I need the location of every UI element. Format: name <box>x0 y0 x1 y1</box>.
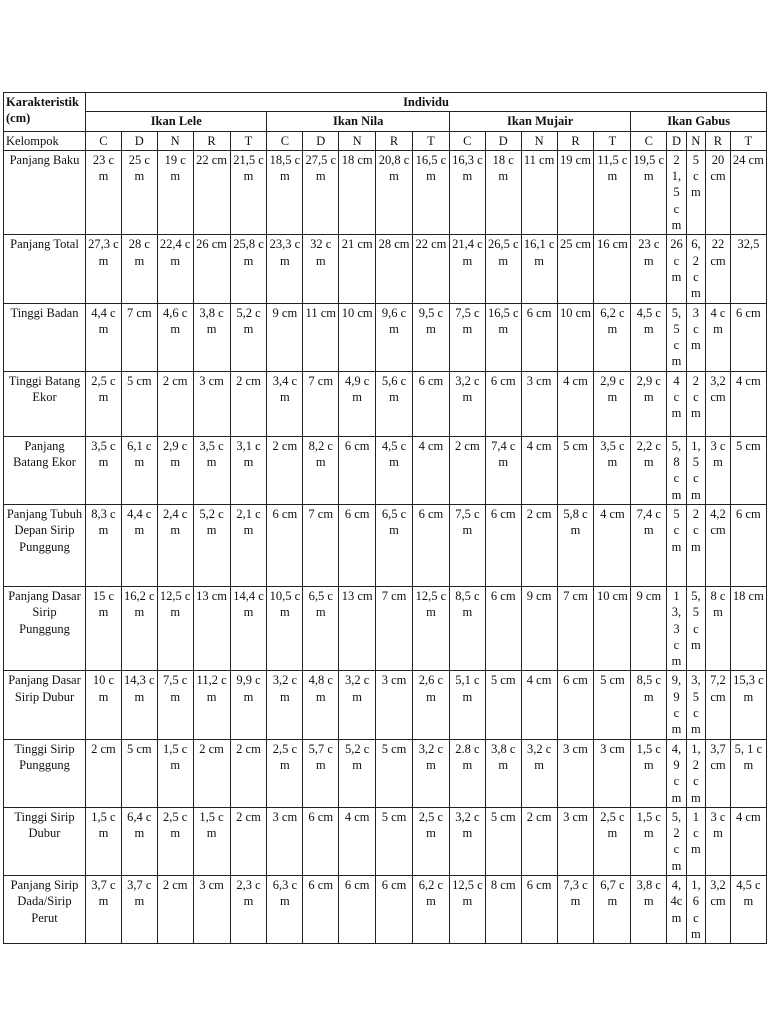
table-cell: 2 cm <box>230 807 267 875</box>
table-cell: 26 cm <box>667 235 686 303</box>
header-row-subcols <box>4 131 767 150</box>
subcol-header-c: C <box>86 131 122 150</box>
table-cell: 2,5 cm <box>86 371 122 436</box>
table-cell: 2 cm <box>686 371 705 436</box>
subcol-header-n: N <box>339 131 376 150</box>
table-cell: 22 cm <box>413 235 450 303</box>
group-header-ikan-mujair: Ikan Mujair <box>449 112 630 131</box>
table-cell: 16,2 cm <box>121 586 157 670</box>
table-cell: 3,2 cm <box>706 371 731 436</box>
table-cell: 16,1 cm <box>521 235 557 303</box>
table-cell: 20 cm <box>706 150 731 234</box>
table-cell: 3,4 cm <box>267 371 303 436</box>
table-cell: 15,3 cm <box>730 671 766 739</box>
table-cell: 4,5 cm <box>631 303 667 371</box>
table-cell: 4,4 cm <box>121 504 157 586</box>
table-cell: 6 cm <box>485 586 521 670</box>
table-cell: 3,7 cm <box>86 875 122 943</box>
table-cell: 21,5 cm <box>230 150 267 234</box>
table-cell: 6,1 cm <box>121 436 157 504</box>
table-cell: 5,8 cm <box>667 436 686 504</box>
table-cell: 18 cm <box>485 150 521 234</box>
row-label: Tinggi Sirip Dubur <box>4 807 86 875</box>
table-cell: 4 cm <box>413 436 450 504</box>
table-cell: 4,4 cm <box>86 303 122 371</box>
table-cell: 6 cm <box>730 303 766 371</box>
subcol-header-n: N <box>521 131 557 150</box>
table-row <box>4 436 767 504</box>
table-cell: 5,1 cm <box>449 671 485 739</box>
subcol-header-r: R <box>706 131 731 150</box>
table-row <box>4 150 767 234</box>
table-cell: 11,2 cm <box>193 671 230 739</box>
table-cell: 1,5 cm <box>631 807 667 875</box>
table-cell: 5,5 cm <box>686 586 705 670</box>
table-cell: 16,3 cm <box>449 150 485 234</box>
table-cell: 6,2 cm <box>686 235 705 303</box>
table-cell: 19 cm <box>557 150 594 234</box>
table-cell: 9,5 cm <box>413 303 450 371</box>
table-cell: 14,3 cm <box>121 671 157 739</box>
table-cell: 7 cm <box>557 586 594 670</box>
table-cell: 2,2 cm <box>631 436 667 504</box>
table-cell: 3,2 cm <box>339 671 376 739</box>
table-cell: 4,8 cm <box>303 671 339 739</box>
table-cell: 5,7 cm <box>303 739 339 807</box>
table-cell: 1,5 cm <box>157 739 193 807</box>
table-cell: 25 cm <box>121 150 157 234</box>
table-cell: 6 cm <box>303 807 339 875</box>
table-cell: 8,2 cm <box>303 436 339 504</box>
table-cell: 2,9 cm <box>594 371 631 436</box>
row-label: Tinggi Sirip Punggung <box>4 739 86 807</box>
table-cell: 8,3 cm <box>86 504 122 586</box>
table-cell: 7 cm <box>303 504 339 586</box>
table-cell: 7 cm <box>376 586 413 670</box>
table-cell: 13,3 cm <box>667 586 686 670</box>
table-cell: 5 cm <box>121 739 157 807</box>
table-cell: 2 cm <box>157 875 193 943</box>
table-cell: 12,5 cm <box>413 586 450 670</box>
table-cell: 6 cm <box>339 504 376 586</box>
table-cell: 5,5 cm <box>667 303 686 371</box>
table-cell: 3 cm <box>193 875 230 943</box>
table-cell: 4,2 cm <box>706 504 731 586</box>
table-cell: 21,4 cm <box>449 235 485 303</box>
header-row-groups <box>4 112 767 131</box>
table-cell: 5,2 cm <box>339 739 376 807</box>
table-cell: 2 cm <box>521 807 557 875</box>
table-cell: 28 cm <box>376 235 413 303</box>
kelompok-label: Kelompok <box>4 131 86 150</box>
table-cell: 5 cm <box>667 504 686 586</box>
table-cell: 1,5 cm <box>86 807 122 875</box>
table-cell: 6,2 cm <box>413 875 450 943</box>
header-row-individu <box>4 93 767 112</box>
table-row <box>4 875 767 943</box>
table-cell: 6,3 cm <box>267 875 303 943</box>
table-cell: 4,4c m <box>667 875 686 943</box>
table-cell: 16,5 cm <box>485 303 521 371</box>
table-cell: 5,2 cm <box>230 303 267 371</box>
table-cell: 3 cm <box>557 807 594 875</box>
group-header-ikan-lele: Ikan Lele <box>86 112 267 131</box>
row-label: Panjang Dasar Sirip Punggung <box>4 586 86 670</box>
table-cell: 1 cm <box>686 807 705 875</box>
table-cell: 28 cm <box>121 235 157 303</box>
table-row <box>4 586 767 670</box>
table-cell: 9 cm <box>631 586 667 670</box>
row-label: Panjang Tubuh Depan Sirip Punggung <box>4 504 86 586</box>
table-cell: 2 cm <box>521 504 557 586</box>
table-cell: 2 cm <box>267 436 303 504</box>
table-cell: 4 cm <box>667 371 686 436</box>
table-cell: 3 cm <box>521 371 557 436</box>
table-cell: 5 cm <box>376 807 413 875</box>
table-cell: 6 cm <box>557 671 594 739</box>
table-cell: 3 cm <box>267 807 303 875</box>
subcol-header-t: T <box>730 131 766 150</box>
table-cell: 2,5 cm <box>594 807 631 875</box>
table-cell: 2,9 cm <box>157 436 193 504</box>
table-cell: 3 cm <box>594 739 631 807</box>
table-row <box>4 371 767 436</box>
table-cell: 3,5 cm <box>686 671 705 739</box>
table-cell: 8,5 cm <box>631 671 667 739</box>
table-cell: 26 cm <box>193 235 230 303</box>
table-cell: 21 cm <box>339 235 376 303</box>
table-cell: 21,5 cm <box>667 150 686 234</box>
table-cell: 3,7 cm <box>706 739 731 807</box>
table-cell: 4,9 cm <box>339 371 376 436</box>
table-cell: 2 cm <box>686 504 705 586</box>
table-cell: 32 cm <box>303 235 339 303</box>
table-cell: 4 cm <box>557 371 594 436</box>
subcol-header-t: T <box>230 131 267 150</box>
table-cell: 10 cm <box>557 303 594 371</box>
table-cell: 7,2 cm <box>706 671 731 739</box>
table-cell: 11 cm <box>303 303 339 371</box>
table-cell: 9 cm <box>267 303 303 371</box>
table-cell: 19,5 cm <box>631 150 667 234</box>
table-cell: 18 cm <box>339 150 376 234</box>
table-cell: 3 cm <box>686 303 705 371</box>
table-cell: 6 cm <box>521 875 557 943</box>
table-cell: 6,5 cm <box>303 586 339 670</box>
table-row <box>4 235 767 303</box>
table-cell: 25,8 cm <box>230 235 267 303</box>
table-cell: 5, 1 cm <box>730 739 766 807</box>
table-cell: 16,5 cm <box>413 150 450 234</box>
table-cell: 2,1 cm <box>230 504 267 586</box>
table-cell: 2,9 cm <box>631 371 667 436</box>
subcol-header-r: R <box>193 131 230 150</box>
table-cell: 5 cm <box>485 671 521 739</box>
table-cell: 8 cm <box>485 875 521 943</box>
table-cell: 5 cm <box>730 436 766 504</box>
subcol-header-t: T <box>594 131 631 150</box>
table-cell: 3,7 cm <box>121 875 157 943</box>
table-cell: 20,8 cm <box>376 150 413 234</box>
table-cell: 6 cm <box>413 504 450 586</box>
table-cell: 24 cm <box>730 150 766 234</box>
table-cell: 5,2 cm <box>667 807 686 875</box>
table-cell: 6 cm <box>339 436 376 504</box>
table-cell: 7 cm <box>121 303 157 371</box>
table-cell: 22 cm <box>193 150 230 234</box>
table-cell: 1,5 cm <box>631 739 667 807</box>
table-cell: 2,5 cm <box>267 739 303 807</box>
table-cell: 23 cm <box>86 150 122 234</box>
table-cell: 18 cm <box>730 586 766 670</box>
table-cell: 6 cm <box>267 504 303 586</box>
table-cell: 3 cm <box>706 436 731 504</box>
table-cell: 7,5 cm <box>449 303 485 371</box>
table-cell: 3,8 cm <box>631 875 667 943</box>
table-cell: 4,9 cm <box>667 739 686 807</box>
table-cell: 13 cm <box>193 586 230 670</box>
table-cell: 12,5 cm <box>449 875 485 943</box>
table-cell: 2,5 cm <box>157 807 193 875</box>
table-cell: 1,2 cm <box>686 739 705 807</box>
table-cell: 8 cm <box>706 586 731 670</box>
table-cell: 8,5 cm <box>449 586 485 670</box>
table-cell: 7 cm <box>303 371 339 436</box>
row-label: Panjang Batang Ekor <box>4 436 86 504</box>
table-row <box>4 671 767 739</box>
table-cell: 15 cm <box>86 586 122 670</box>
table-cell: 11 cm <box>521 150 557 234</box>
table-cell: 1,5 cm <box>686 436 705 504</box>
table-cell: 2 cm <box>157 371 193 436</box>
subcol-header-d: D <box>121 131 157 150</box>
table-cell: 5,6 cm <box>376 371 413 436</box>
table-cell: 26,5 cm <box>485 235 521 303</box>
subcol-header-t: T <box>413 131 450 150</box>
table-cell: 2,6 cm <box>413 671 450 739</box>
table-cell: 6,5 cm <box>376 504 413 586</box>
table-cell: 12,5 cm <box>157 586 193 670</box>
table-cell: 4 cm <box>706 303 731 371</box>
subcol-header-d: D <box>667 131 686 150</box>
table-cell: 27,5 cm <box>303 150 339 234</box>
table-cell: 6,2 cm <box>594 303 631 371</box>
table-row <box>4 807 767 875</box>
table-cell: 4 cm <box>339 807 376 875</box>
table-cell: 23 cm <box>631 235 667 303</box>
table-cell: 6 cm <box>521 303 557 371</box>
table-cell: 2 cm <box>230 739 267 807</box>
table-cell: 9,6 cm <box>376 303 413 371</box>
table-cell: 2 cm <box>193 739 230 807</box>
table-cell: 4,6 cm <box>157 303 193 371</box>
table-cell: 22 cm <box>706 235 731 303</box>
table-cell: 3 cm <box>193 371 230 436</box>
table-cell: 6 cm <box>485 504 521 586</box>
table-cell: 4 cm <box>521 671 557 739</box>
table-cell: 3,2 cm <box>706 875 731 943</box>
table-cell: 10 cm <box>339 303 376 371</box>
row-label: Panjang Baku <box>4 150 86 234</box>
table-cell: 2,3 cm <box>230 875 267 943</box>
table-row <box>4 739 767 807</box>
table-cell: 2 cm <box>86 739 122 807</box>
table-cell: 25 cm <box>557 235 594 303</box>
row-label: Panjang Sirip Dada/Sirip Perut <box>4 875 86 943</box>
table-cell: 23,3 cm <box>267 235 303 303</box>
table-cell: 3,8 cm <box>193 303 230 371</box>
table-cell: 5 cm <box>485 807 521 875</box>
table-cell: 7,4 cm <box>631 504 667 586</box>
group-header-ikan-nila: Ikan Nila <box>267 112 449 131</box>
table-cell: 9,9 cm <box>667 671 686 739</box>
table-cell: 11,5 cm <box>594 150 631 234</box>
table-cell: 3,2 cm <box>521 739 557 807</box>
table-cell: 3 cm <box>376 671 413 739</box>
table-cell: 2,5 cm <box>413 807 450 875</box>
table-cell: 3,2 cm <box>449 807 485 875</box>
table-cell: 5 cm <box>121 371 157 436</box>
table-cell: 6 cm <box>413 371 450 436</box>
table-cell: 4 cm <box>730 807 766 875</box>
subcol-header-r: R <box>557 131 594 150</box>
table-cell: 6 cm <box>730 504 766 586</box>
table-cell: 13 cm <box>339 586 376 670</box>
table-cell: 4,5 cm <box>376 436 413 504</box>
table-cell: 5,8 cm <box>557 504 594 586</box>
table-cell: 7,4 cm <box>485 436 521 504</box>
table-cell: 5 cm <box>686 150 705 234</box>
row-label: Panjang Total <box>4 235 86 303</box>
table-cell: 4 cm <box>594 504 631 586</box>
table-cell: 3,5 cm <box>594 436 631 504</box>
subcol-header-n: N <box>157 131 193 150</box>
table-cell: 5 cm <box>594 671 631 739</box>
table-cell: 3,2 cm <box>267 671 303 739</box>
subcol-header-c: C <box>267 131 303 150</box>
table-cell: 3,1 cm <box>230 436 267 504</box>
table-cell: 5 cm <box>557 436 594 504</box>
table-cell: 6,7 cm <box>594 875 631 943</box>
subcol-header-c: C <box>449 131 485 150</box>
table-cell: 1,5 cm <box>193 807 230 875</box>
table-cell: 6 cm <box>485 371 521 436</box>
table-row <box>4 303 767 371</box>
table-cell: 4 cm <box>730 371 766 436</box>
table-cell: 6,4 cm <box>121 807 157 875</box>
table-cell: 18,5 cm <box>267 150 303 234</box>
table-cell: 7,5 cm <box>157 671 193 739</box>
table-cell: 10 cm <box>594 586 631 670</box>
table-cell: 27,3 cm <box>86 235 122 303</box>
table-cell: 3,2 cm <box>413 739 450 807</box>
table-cell: 2.8 cm <box>449 739 485 807</box>
table-cell: 9 cm <box>521 586 557 670</box>
table-cell: 10,5 cm <box>267 586 303 670</box>
table-cell: 1,6 cm <box>686 875 705 943</box>
row-label: Panjang Dasar Sirip Dubur <box>4 671 86 739</box>
table-cell: 2 cm <box>230 371 267 436</box>
table-cell: 6 cm <box>376 875 413 943</box>
table-cell: 14,4 cm <box>230 586 267 670</box>
table-cell: 5 cm <box>376 739 413 807</box>
table-cell: 22,4 cm <box>157 235 193 303</box>
subcol-header-d: D <box>485 131 521 150</box>
subcol-header-r: R <box>376 131 413 150</box>
row-label: Tinggi Badan <box>4 303 86 371</box>
table-cell: 6 cm <box>339 875 376 943</box>
table-cell: 2 cm <box>449 436 485 504</box>
row-label: Tinggi Batang Ekor <box>4 371 86 436</box>
table-row <box>4 504 767 586</box>
subcol-header-d: D <box>303 131 339 150</box>
table-cell: 3,5 cm <box>193 436 230 504</box>
table-cell: 4,5 cm <box>730 875 766 943</box>
table-cell: 3 cm <box>706 807 731 875</box>
table-cell: 16 cm <box>594 235 631 303</box>
table-cell: 32,5 <box>730 235 766 303</box>
subcol-header-c: C <box>631 131 667 150</box>
table-cell: 3 cm <box>557 739 594 807</box>
table-cell: 19 cm <box>157 150 193 234</box>
table-cell: 7,5 cm <box>449 504 485 586</box>
subcol-header-n: N <box>686 131 705 150</box>
table-cell: 2,4 cm <box>157 504 193 586</box>
table-cell: 7,3 cm <box>557 875 594 943</box>
table-cell: 3,5 cm <box>86 436 122 504</box>
table-cell: 3,8 cm <box>485 739 521 807</box>
individu-header: Individu <box>86 93 767 112</box>
table-cell: 3,2 cm <box>449 371 485 436</box>
table-cell: 10 cm <box>86 671 122 739</box>
table-cell: 4 cm <box>521 436 557 504</box>
karakteristik-header: Karakteristik (cm) <box>4 93 86 132</box>
table-cell: 6 cm <box>303 875 339 943</box>
group-header-ikan-gabus: Ikan Gabus <box>631 112 767 131</box>
fish-morphometric-table <box>3 92 767 944</box>
table-cell: 9,9 cm <box>230 671 267 739</box>
table-cell: 5,2 cm <box>193 504 230 586</box>
